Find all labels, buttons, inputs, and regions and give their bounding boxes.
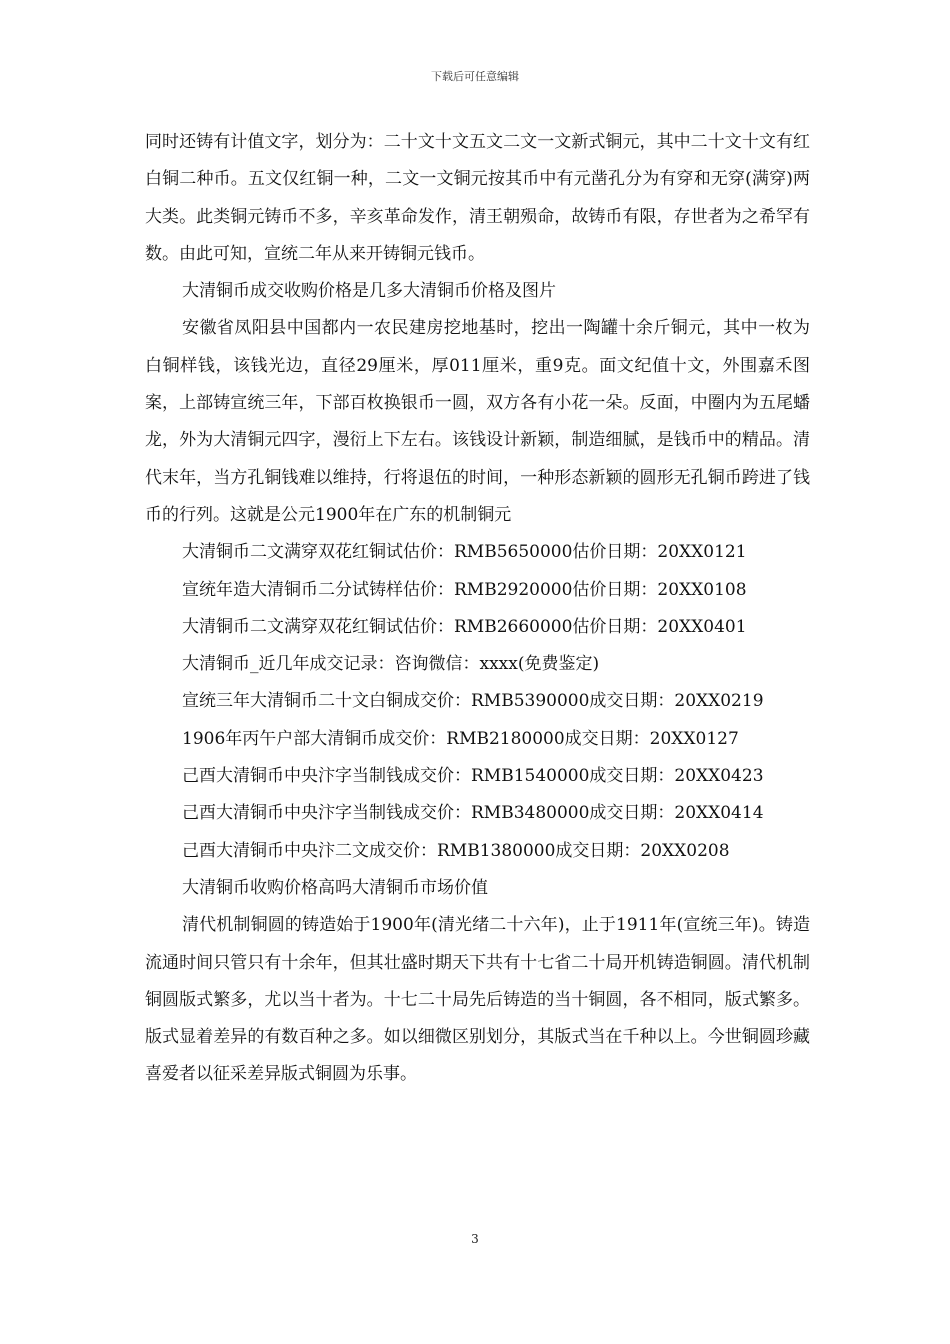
paragraph-qing-coins: 清代机制铜圆的铸造始于1900年(清光绪二十六年)，止于1911年(宣统三年)。铸造流通时间只管只有十余年，但其壮盛时期天下共有十七省二十局开机铸造铜圆。清代机制铜圆版式繁多，尤以当十者为。十七二十局先后铸造的当十铜圆，各不相同，版式繁多。版式显着差异的有数百种之多。如以细微区别划分，其版式当在千种以上。今世铜圆珍藏喜爱者以征采差异版式铜圆为乐事。 [145,915,810,1085]
price-line: 大清铜币二文满穿双花红铜试估价：RMB2660000估价日期：20XX0401 [182,616,747,637]
paragraph-anhui-discovery: 安徽省凤阳县中国都内一农民建房挖地基时，挖出一陶罐十余斤铜元，其中一枚为白铜样钱，该钱光边，直径29厘米，厚011厘米，重9克。面文纪值十文，外围嘉禾图案，上部铸宣统三年，下部百枚换银币一圆，双方各有小花一朵。反面，中圈内为五尾蟠龙，外为大清铜元四字，漫衍上下左右。该钱设计新颖，制造细腻，是钱币中的精品。清代末年，当方孔铜钱难以维持，行将退伍的时间，一种形态新颖的圆形无孔铜币跨进了钱币的行列。这就是公元1900年在广东的机制铜元 [145,318,810,525]
deal-line: 1906年丙午户部大清铜币成交价：RMB2180000成交日期：20XX0127 [182,728,739,749]
section-heading-market: 大清铜币收购价格高吗大清铜币市场价值 [182,877,488,898]
deal-line: 宣统三年大清铜币二十文白铜成交价：RMB5390000成交日期：20XX0219 [182,691,764,712]
price-line: 大清铜币二文满穿双花红铜试估价：RMB5650000估价日期：20XX0121 [182,542,747,563]
paragraph-continuation: 同时还铸有计值文字，划分为：二十文十文五文二文一文新式铜元，其中二十文十文有红白铜二种币。五文仅红铜一种，二文一文铜元按其币中有元凿孔分为有穿和无穿(满穿)两大类。此类铜元铸币不多，辛亥革命发作，清王朝殒命，故铸币有限，存世者为之希罕有数。由此可知，宣统二年从来开铸铜元钱币。 [145,132,810,264]
document-body [145,124,810,1094]
records-heading: 大清铜币_近几年成交记录：咨询微信：xxxx(免费鉴定) [182,654,600,675]
deal-line: 己酉大清铜币中央汴二文成交价：RMB1380000成交日期：20XX0208 [182,840,730,861]
deal-line: 己酉大清铜币中央汴字当制钱成交价：RMB1540000成交日期：20XX0423 [182,766,764,787]
section-heading-price: 大清铜币成交收购价格是几多大清铜币价格及图片 [182,281,556,302]
page-number: 3 [471,1232,479,1246]
deal-line: 己酉大清铜币中央汴字当制钱成交价：RMB3480000成交日期：20XX0414 [182,803,764,824]
page-header: 下载后可任意编辑 [431,70,519,83]
price-line: 宣统年造大清铜币二分试铸样估价：RMB2920000估价日期：20XX0108 [182,579,747,600]
